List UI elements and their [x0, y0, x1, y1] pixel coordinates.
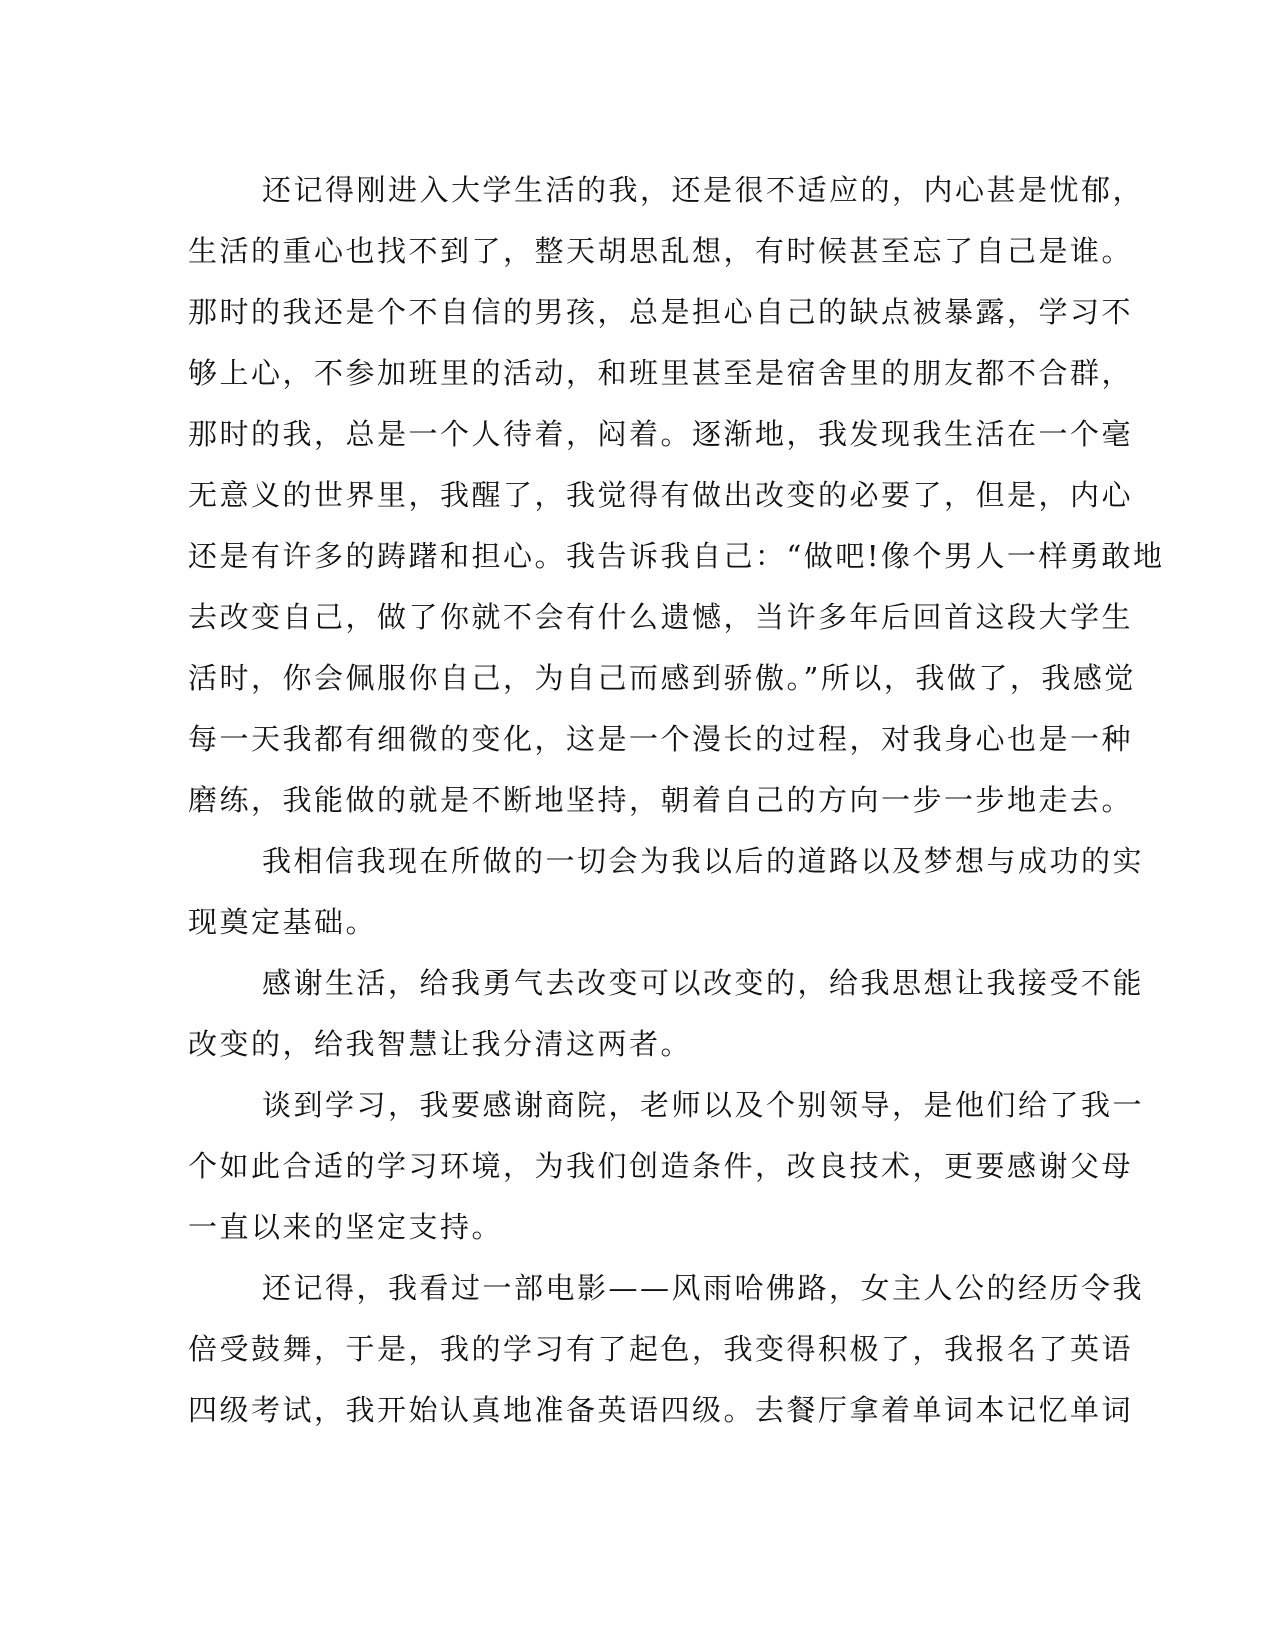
paragraph-3 [188, 953, 1145, 1075]
text-line: 个如此合适的学习环境，为我们创造条件，改良技术，更要感谢父母 [188, 1149, 1134, 1183]
text-line: 谈到学习，我要感谢商院，老师以及个别领导，是他们给了我一 [262, 1088, 1145, 1122]
text-line: 感谢生活，给我勇气去改变可以改变的，给我思想让我接受不能 [262, 966, 1145, 1000]
text-line: 生活的重心也找不到了，整天胡思乱想，有时候甚至忘了自己是谁。 [188, 234, 1134, 268]
text-line: 改变的，给我智慧让我分清这两者。 [188, 1027, 693, 1061]
text-line: 那时的我，总是一个人待着，闷着。逐渐地，我发现我生活在一个毫 [188, 417, 1134, 451]
text-line: 四级考试，我开始认真地准备英语四级。去餐厅拿着单词本记忆单词 [188, 1393, 1134, 1427]
text-line: 每一天我都有细微的变化，这是一个漫长的过程，对我身心也是一种 [188, 722, 1134, 756]
paragraph-4 [188, 1075, 1145, 1258]
text-line: 还记得，我看过一部电影——风雨哈佛路，女主人公的经历令我 [262, 1271, 1145, 1305]
document-body [188, 160, 1165, 1441]
text-line: 还是有许多的踌躇和担心。我告诉我自己：“做吧!像个男人一样勇敢地 [188, 539, 1165, 573]
text-line: 去改变自己，做了你就不会有什么遗憾，当许多年后回首这段大学生 [188, 600, 1134, 634]
paragraph-1 [188, 160, 1165, 831]
paragraph-5 [188, 1258, 1145, 1441]
paragraph-2 [188, 831, 1145, 953]
text-line: 一直以来的坚定支持。 [188, 1210, 504, 1244]
text-line: 磨练，我能做的就是不断地坚持，朝着自己的方向一步一步地走去。 [188, 783, 1134, 817]
text-line: 够上心，不参加班里的活动，和班里甚至是宿舍里的朋友都不合群， [188, 356, 1134, 390]
text-line: 无意义的世界里，我醒了，我觉得有做出改变的必要了，但是，内心 [188, 478, 1134, 512]
text-line: 倍受鼓舞，于是，我的学习有了起色，我变得积极了，我报名了英语 [188, 1332, 1134, 1366]
text-line: 现奠定基础。 [188, 905, 378, 939]
text-line: 那时的我还是个不自信的男孩，总是担心自己的缺点被暴露，学习不 [188, 295, 1134, 329]
text-line: 我相信我现在所做的一切会为我以后的道路以及梦想与成功的实 [262, 844, 1145, 878]
text-line: 还记得刚进入大学生活的我，还是很不适应的，内心甚是忧郁， [262, 173, 1145, 207]
text-line: 活时，你会佩服你自己，为自己而感到骄傲。”所以，我做了，我感觉 [188, 661, 1136, 695]
